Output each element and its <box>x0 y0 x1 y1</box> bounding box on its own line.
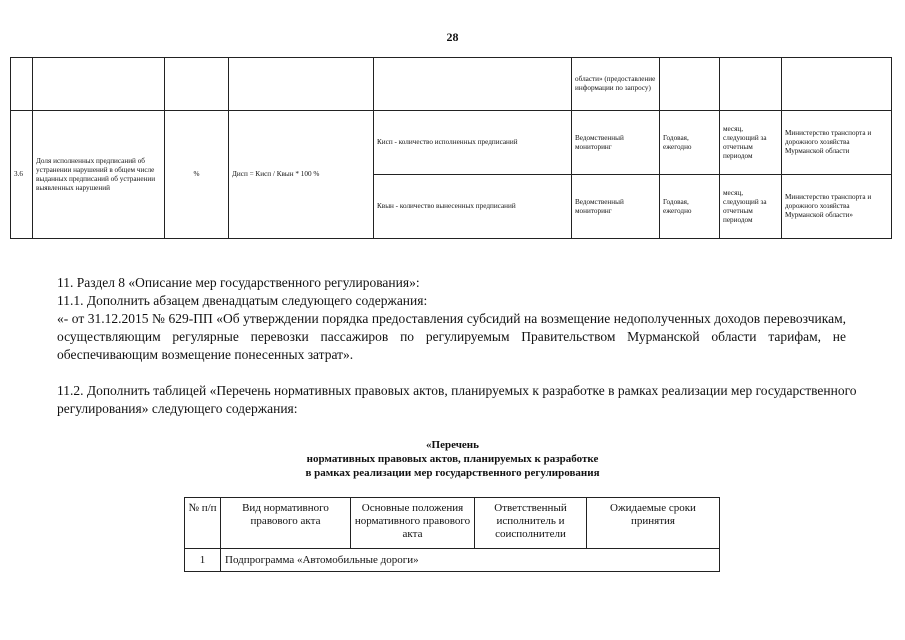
indicator-name: Доля исполненных предписаний об устранении нарушений в общем числе выданных предписаний об устранении выявленных нарушений <box>33 111 165 239</box>
unit: % <box>165 111 229 239</box>
list-title <box>0 438 905 480</box>
acts-table <box>184 497 720 572</box>
column-header: Ответственный исполнитель и соисполнители <box>475 498 587 549</box>
table-row <box>11 58 892 111</box>
column-header: Ожидаемые сроки принятия <box>587 498 720 549</box>
formula: Дисп = Кисп / Квын * 100 % <box>229 111 374 239</box>
list-title-line: «Перечень <box>426 439 479 451</box>
frequency: Годовая, ежегодно <box>660 111 720 175</box>
table-row <box>185 549 720 572</box>
list-title-line: в рамках реализации мер государственного регулирования <box>305 467 600 479</box>
column-header: Основные положения нормативного правового акта <box>351 498 475 549</box>
frequency: Годовая, ежегодно <box>660 175 720 239</box>
data-source: Ведомственный мониторинг <box>572 175 660 239</box>
column-header: № п/п <box>185 498 221 549</box>
responsible: Министерство транспорта и дорожного хозяйства Мурманской области <box>782 111 892 175</box>
deadline: месяц, следующий за отчетным периодом <box>720 175 782 239</box>
page-number: 28 <box>446 30 459 44</box>
table-header-row <box>185 498 720 549</box>
paragraph-section-8: 11. Раздел 8 «Описание мер государственного регулирования»: <box>57 275 420 290</box>
deadline: месяц, следующий за отчетным периодом <box>720 111 782 175</box>
paragraph-11-2: 11.2. Дополнить таблицей «Перечень нормативных правовых актов, планируемых к разработке в рамках реализации мер государственного регулирования» следующего содержания: <box>57 383 857 416</box>
list-title-line: нормативных правовых актов, планируемых к разработке <box>306 453 599 465</box>
subprogram-name: Подпрограмма «Автомобильные дороги» <box>221 549 720 572</box>
row-number: 3.6 <box>11 111 33 239</box>
table-row <box>11 111 892 175</box>
data-source: Ведомственный мониторинг <box>572 111 660 175</box>
variable: Квын - количество вынесенных предписаний <box>374 175 572 239</box>
paragraph-decree: «- от 31.12.2015 № 629-ПП «Об утверждении порядка предоставления субсидий на возмещение недополученных доходов перевозчикам, осуществляющим регулярные перевозки пассажиров по регулируемым Правительством Мурманской области тарифам, не обеспечивающим возмещение понесенных затрат». <box>57 311 846 362</box>
row-number: 1 <box>185 549 221 572</box>
paragraph-11-1: 11.1. Дополнить абзацем двенадцатым следующего содержания: <box>57 293 428 308</box>
variable: Кисп - количество исполненных предписаний <box>374 111 572 175</box>
table-cell: области» (предоставление информации по запросу) <box>572 58 660 111</box>
responsible: Министерство транспорта и дорожного хозяйства Мурманской области» <box>782 175 892 239</box>
column-header: Вид нормативного правового акта <box>221 498 351 549</box>
indicator-table <box>10 57 892 239</box>
